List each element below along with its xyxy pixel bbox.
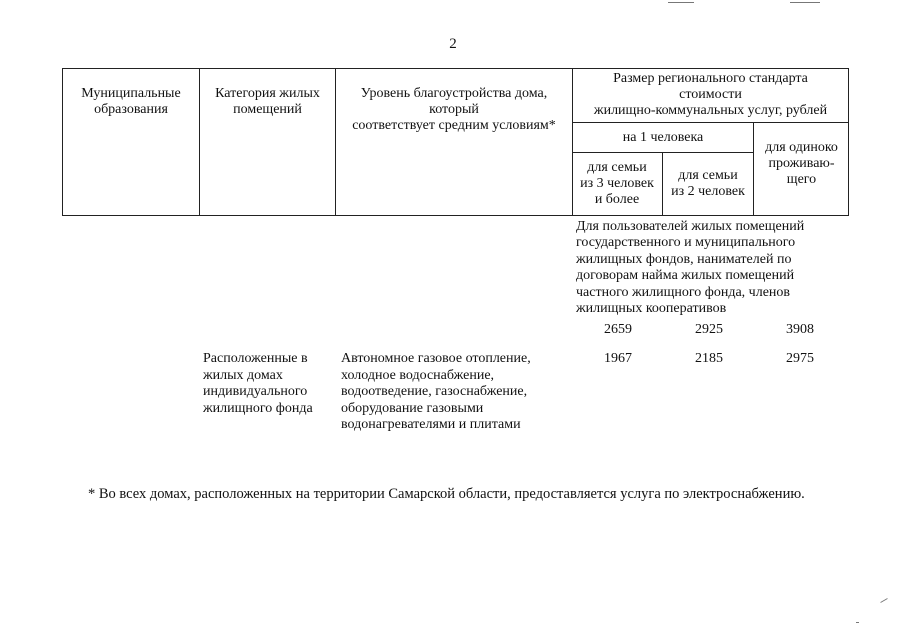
table-bottom-border xyxy=(62,215,849,216)
scan-mark xyxy=(856,622,859,623)
header-municipal: Муниципальные образования xyxy=(81,86,181,117)
row-level: Автономное газовое отопление, холодное водоснабжение, водоотведение, газоснабжение, оборудование газовыми водонагревателями и плитами xyxy=(341,351,531,432)
scan-mark xyxy=(880,598,887,603)
value-family2: 2925 xyxy=(695,322,723,337)
header-level: Уровень благоустройства дома, который соответствует средним условиям* xyxy=(352,86,556,133)
col-divider xyxy=(662,152,663,216)
footnote: * Во всех домах, расположенных на территории Самарской области, предоставляется услуга по электроснабжению. xyxy=(88,486,805,502)
col-divider xyxy=(199,68,200,216)
value-single: 3908 xyxy=(786,322,814,337)
table-right-border xyxy=(848,68,849,216)
row-category: Расположенные в жилых домах индивидуального жилищного фонда xyxy=(203,351,313,416)
value-family2: 2185 xyxy=(695,351,723,366)
col-divider xyxy=(753,122,754,216)
header-single: для одиноко проживаю- щего xyxy=(765,140,838,187)
header-size: Размер регионального стандарта стоимости жилищно-коммунальных услуг, рублей xyxy=(593,71,828,118)
header-family2: для семьи из 2 человек xyxy=(671,168,745,199)
header-category: Категория жилых помещений xyxy=(215,86,320,117)
scan-mark xyxy=(668,2,694,3)
group-label: Для пользователей жилых помещений государственного и муниципального жилищных фондов, нанимателей по договорам найма жилых помещений частного жилищного фонда, членов жилищных кооперативов xyxy=(576,219,805,317)
page-number: 2 xyxy=(449,36,457,52)
header-per-person: на 1 человека xyxy=(622,130,704,145)
value-family3: 1967 xyxy=(604,351,632,366)
row-divider xyxy=(572,152,754,153)
header-family3: для семьи из 3 человек и более xyxy=(580,160,654,207)
col-divider xyxy=(335,68,336,216)
row-divider xyxy=(572,122,849,123)
scan-mark xyxy=(790,2,820,3)
value-family3: 2659 xyxy=(604,322,632,337)
value-single: 2975 xyxy=(786,351,814,366)
table-left-border xyxy=(62,68,63,216)
table-top-border xyxy=(62,68,849,69)
standards-table-header xyxy=(62,68,849,216)
